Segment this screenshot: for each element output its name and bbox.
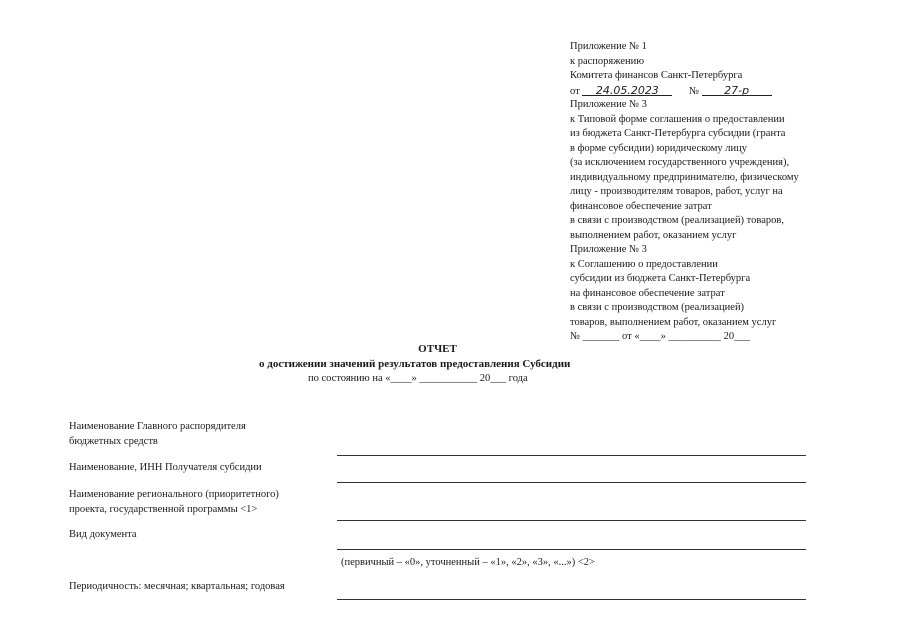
appendix-1-order: к распоряжению: [570, 55, 645, 67]
appendix-1-date-line: [570, 84, 772, 100]
recipient-field[interactable]: [337, 482, 806, 483]
appendix-3-typical-line: (за исключением государственного учреждения),: [570, 157, 790, 168]
project-field[interactable]: [337, 520, 806, 521]
main-manager-label-line1: Наименование Главного распорядителя: [69, 421, 246, 432]
appendix-1-heading: Приложение № 1: [570, 41, 647, 52]
appendix-3-typical-line: лицу - производителям товаров, работ, услуг на: [570, 186, 783, 197]
date-underline: [582, 84, 672, 96]
handwritten-number: 27-р: [724, 83, 750, 97]
number-underline: [702, 84, 772, 96]
periodicity-field[interactable]: [337, 599, 806, 600]
handwritten-date: 24.05.2023: [595, 83, 659, 97]
project-label: [69, 488, 279, 517]
main-manager-field[interactable]: [337, 455, 806, 456]
report-subtitle: о достижении значений результатов предоставления Субсидии: [259, 358, 571, 370]
appendix-3-agreement-line: к Соглашению о предоставлении: [570, 258, 718, 270]
main-manager-label: [69, 420, 246, 449]
appendix-3-typical-heading: Приложение № 3: [570, 99, 647, 110]
report-title: ОТЧЕТ: [418, 343, 457, 355]
number-label: №: [688, 85, 699, 97]
appendix-3-agreement-line: в связи с производством (реализацией): [570, 302, 745, 313]
appendix-3-agreement-line: товаров, выполнением работ, оказанием услуг: [570, 316, 777, 328]
appendix-3-agreement-number-date: № _______ от «____» __________ 20___: [570, 331, 750, 342]
periodicity-label: Периодичность: месячная; квартальная; годовая: [69, 581, 285, 592]
main-manager-label-line2: бюджетных средств: [69, 435, 158, 447]
appendix-3-agreement-line: на финансовое обеспечение затрат: [570, 287, 725, 299]
appendix-3-typical-line: к Типовой форме соглашения о предоставлении: [570, 113, 785, 125]
doc-type-field[interactable]: [337, 549, 806, 550]
recipient-label: Наименование, ИНН Получателя субсидии: [69, 462, 262, 473]
doc-type-note: (первичный – «0», уточненный – «1», «2», «3», «...») <2>: [341, 557, 595, 568]
appendix-3-agreement-line: субсидии из бюджета Санкт-Петербурга: [570, 273, 751, 284]
appendix-3-typical-line: из бюджета Санкт-Петербурга субсидии (гранта: [570, 128, 786, 139]
appendix-3-typical-line: индивидуальному предпринимателю, физическому: [570, 171, 799, 183]
appendix-3-typical-line: в форме субсидии) юридическому лицу: [570, 142, 748, 154]
appendix-3-typical-line: выполнением работ, оказанием услуг: [570, 229, 737, 241]
appendix-1-block: [570, 40, 772, 99]
appendix-3-agreement-heading: Приложение № 3: [570, 244, 647, 255]
report-as-of: по состоянию на «____» ___________ 20___ года: [308, 373, 528, 384]
from-label: от: [570, 85, 580, 97]
appendix-1-committee: Комитета финансов Санкт-Петербурга: [570, 70, 743, 81]
appendix-3-typical-line: финансовое обеспечение затрат: [570, 200, 712, 212]
appendix-3-agreement-block: [570, 243, 776, 345]
project-label-line1: Наименование регионального (приоритетного): [69, 489, 279, 500]
doc-type-label: Вид документа: [69, 529, 137, 540]
appendix-3-typical-line: в связи с производством (реализацией) товаров,: [570, 215, 784, 226]
project-label-line2: проекта, государственной программы <1>: [69, 503, 258, 515]
appendix-3-typical-block: [570, 98, 799, 243]
